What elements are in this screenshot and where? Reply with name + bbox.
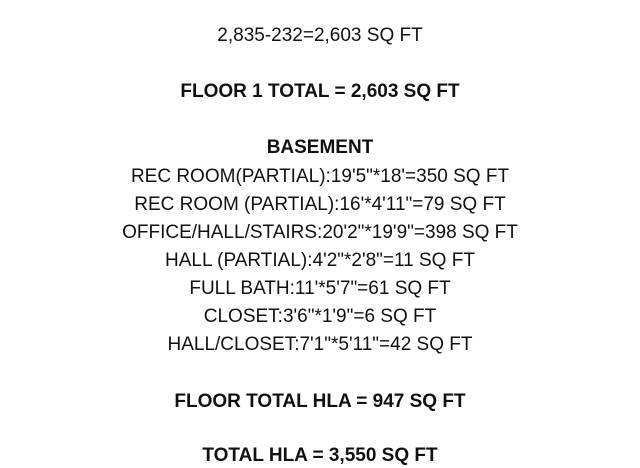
floor1-calculation: 2,835-232=2,603 SQ FT <box>217 25 423 46</box>
basement-item: REC ROOM (PARTIAL):16'*4'11"=79 SQ FT <box>134 194 506 215</box>
basement-heading: BASEMENT <box>266 137 374 158</box>
basement-item: HALL/CLOSET:7'1"*5'11"=42 SQ FT <box>167 334 473 355</box>
floor-total-hla: FLOOR TOTAL HLA = 947 SQ FT <box>174 391 466 412</box>
total-hla: TOTAL HLA = 3,550 SQ FT <box>202 445 438 466</box>
basement-item: REC ROOM(PARTIAL):19'5"*18'=350 SQ FT <box>130 166 510 187</box>
floor1-total: FLOOR 1 TOTAL = 2,603 SQ FT <box>180 81 460 102</box>
basement-item: HALL (PARTIAL):4'2"*2'8"=11 SQ FT <box>165 250 475 271</box>
basement-item: CLOSET:3'6"*1'9"=6 SQ FT <box>203 306 437 327</box>
basement-item: OFFICE/HALL/STAIRS:20'2"*19'9"=398 SQ FT <box>122 222 518 243</box>
basement-item: FULL BATH:11'*5'7"=61 SQ FT <box>189 278 451 299</box>
